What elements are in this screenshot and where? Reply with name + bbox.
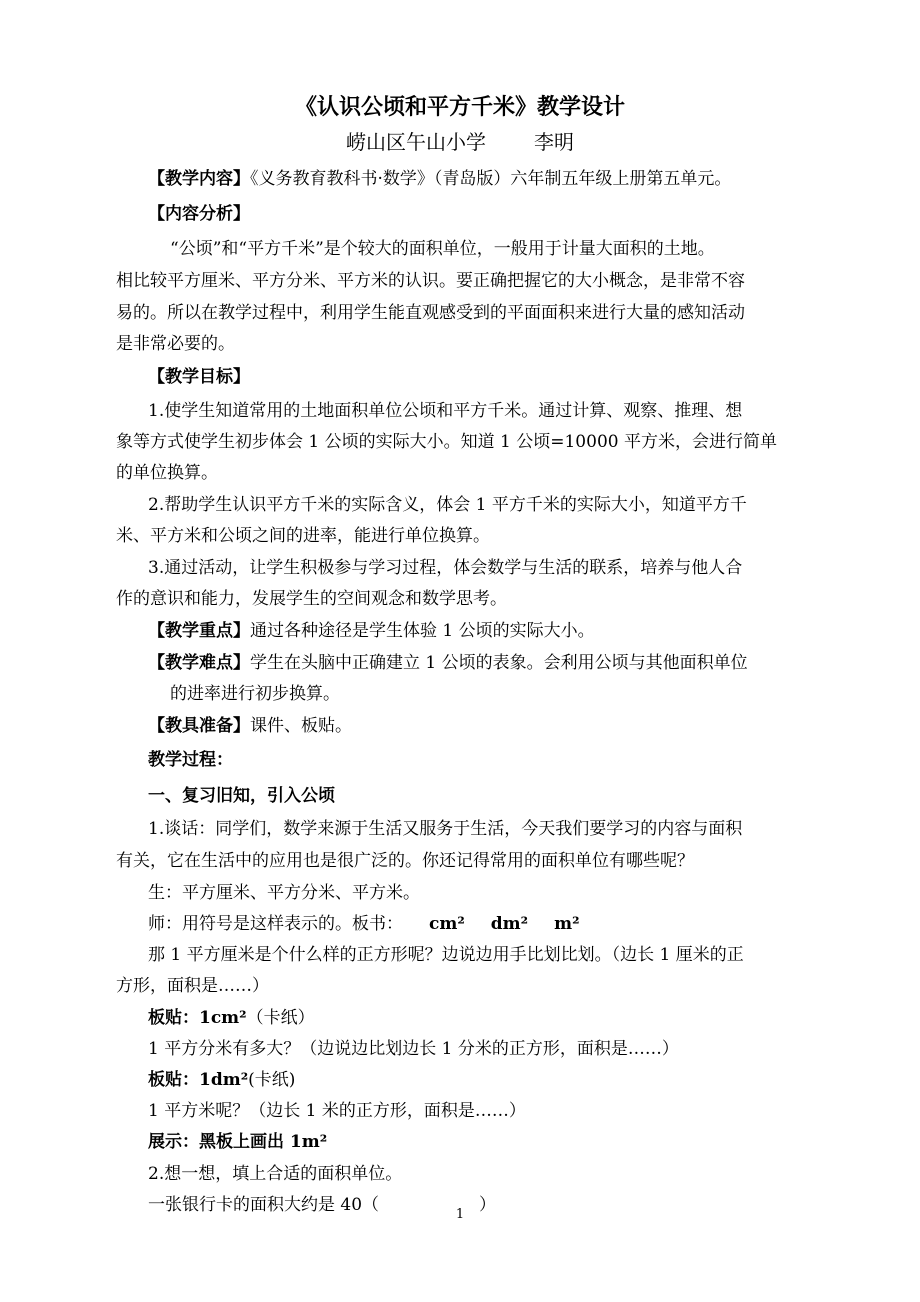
talk-line: 有关，它在生活中的应用也是很广泛的。你还记得常用的面积单位有哪些呢？ xyxy=(116,851,694,871)
board-label: 板贴： xyxy=(148,1008,199,1028)
exercise-heading: 2.想一想，填上合适的面积单位。 xyxy=(148,1164,403,1184)
teacher-board-text: 师：用符号是这样表示的。板书： xyxy=(148,914,403,934)
key-point-text: 通过各种途径是学生体验 1 公顷的实际大小。 xyxy=(250,621,595,641)
analysis-heading: 【内容分析】 xyxy=(148,204,250,224)
difficulty-label: 【教学难点】 xyxy=(148,653,250,673)
teaching-content xyxy=(148,168,731,190)
question-line: 方形，面积是……） xyxy=(116,976,269,996)
board-card-2 xyxy=(148,1069,295,1091)
unit-symbol: dm² xyxy=(490,914,529,934)
tools-label: 【教具准备】 xyxy=(148,716,250,736)
analysis-line: 是非常必要的。 xyxy=(116,334,235,354)
question-line: 那 1 平方厘米是个什么样的正方形呢？边说边用手比划比划。（边长 1 厘米的正 xyxy=(148,945,744,965)
analysis-line: 相比较平方厘米、平方分米、平方米的认识。要正确把握它的大小概念，是非常不容 xyxy=(116,271,745,291)
blank-prefix: 一张银行卡的面积大约是 40（ xyxy=(148,1195,380,1215)
board-card-1 xyxy=(148,1007,315,1029)
goal-line: 作的意识和能力，发展学生的空间观念和数学思考。 xyxy=(116,589,507,609)
teaching-content-text: 《义务教育教科书·数学》（青岛版）六年制五年级上册第五单元。 xyxy=(250,169,732,189)
author-name: 李明 xyxy=(534,130,574,154)
show-line: 展示：黑板上画出 1m² xyxy=(148,1132,328,1152)
goal-line: 象等方式使学生初步体会 1 公顷的实际大小。知道 1 公顷=10000 平方米，会进行简单 xyxy=(116,432,777,452)
key-point-label: 【教学重点】 xyxy=(148,621,250,641)
teaching-content-label: 【教学内容】 xyxy=(148,169,250,189)
unit-symbol: cm² xyxy=(429,914,465,934)
question-line: 1 平方米呢？（边长 1 米的正方形，面积是……） xyxy=(148,1101,526,1121)
goal-line: 1.使学生知道常用的土地面积单位公顷和平方千米。通过计算、观察、推理、想 xyxy=(148,401,743,421)
board-value: 1cm² xyxy=(199,1008,247,1028)
unit-symbol: m² xyxy=(554,914,580,934)
difficulty xyxy=(148,652,748,674)
goal-line: 米、平方米和公顷之间的进率，能进行单位换算。 xyxy=(116,526,490,546)
analysis-line: 易的。所以在教学过程中，利用学生能直观感受到的平面面积来进行大量的感知活动 xyxy=(116,303,745,323)
board-note: （卡纸） xyxy=(246,1008,315,1028)
page-number: 1 xyxy=(455,1207,465,1222)
key-point xyxy=(148,620,595,642)
difficulty-text: 学生在头脑中正确建立 1 公顷的表象。会利用公顷与其他面积单位 xyxy=(250,653,748,673)
byline xyxy=(0,128,920,156)
board-note: (卡纸) xyxy=(248,1070,296,1090)
process-heading: 教学过程： xyxy=(148,750,233,770)
blank-suffix: ） xyxy=(479,1195,497,1215)
board-value: 1dm² xyxy=(199,1070,249,1090)
talk-line: 1.谈话：同学们，数学来源于生活又服务于生活，今天我们要学习的内容与面积 xyxy=(148,819,743,839)
school-name: 崂山区午山小学 xyxy=(346,130,486,154)
teacher-board xyxy=(148,913,580,935)
tools xyxy=(148,715,352,737)
goal-line: 2.帮助学生认识平方千米的实际含义，体会 1 平方千米的实际大小，知道平方千 xyxy=(148,495,747,515)
student-answer: 生：平方厘米、平方分米、平方米。 xyxy=(148,883,420,903)
section-heading: 一、复习旧知，引入公顷 xyxy=(148,786,335,806)
document-title: 《认识公顷和平方千米》教学设计 xyxy=(294,94,625,120)
goal-line: 的单位换算。 xyxy=(116,463,218,483)
difficulty-text-continued: 的进率进行初步换算。 xyxy=(170,684,340,704)
board-label: 板贴： xyxy=(148,1070,199,1090)
goal-line: 3.通过活动，让学生积极参与学习过程，体会数学与生活的联系，培养与他人合 xyxy=(148,558,743,578)
question-line: 1 平方分米有多大？（边说边比划边长 1 分米的正方形，面积是……） xyxy=(148,1039,679,1059)
goals-heading: 【教学目标】 xyxy=(148,367,250,387)
analysis-line: “公顷”和“平方千米”是个较大的面积单位，一般用于计量大面积的土地。 xyxy=(170,239,715,259)
tools-text: 课件、板贴。 xyxy=(250,716,352,736)
